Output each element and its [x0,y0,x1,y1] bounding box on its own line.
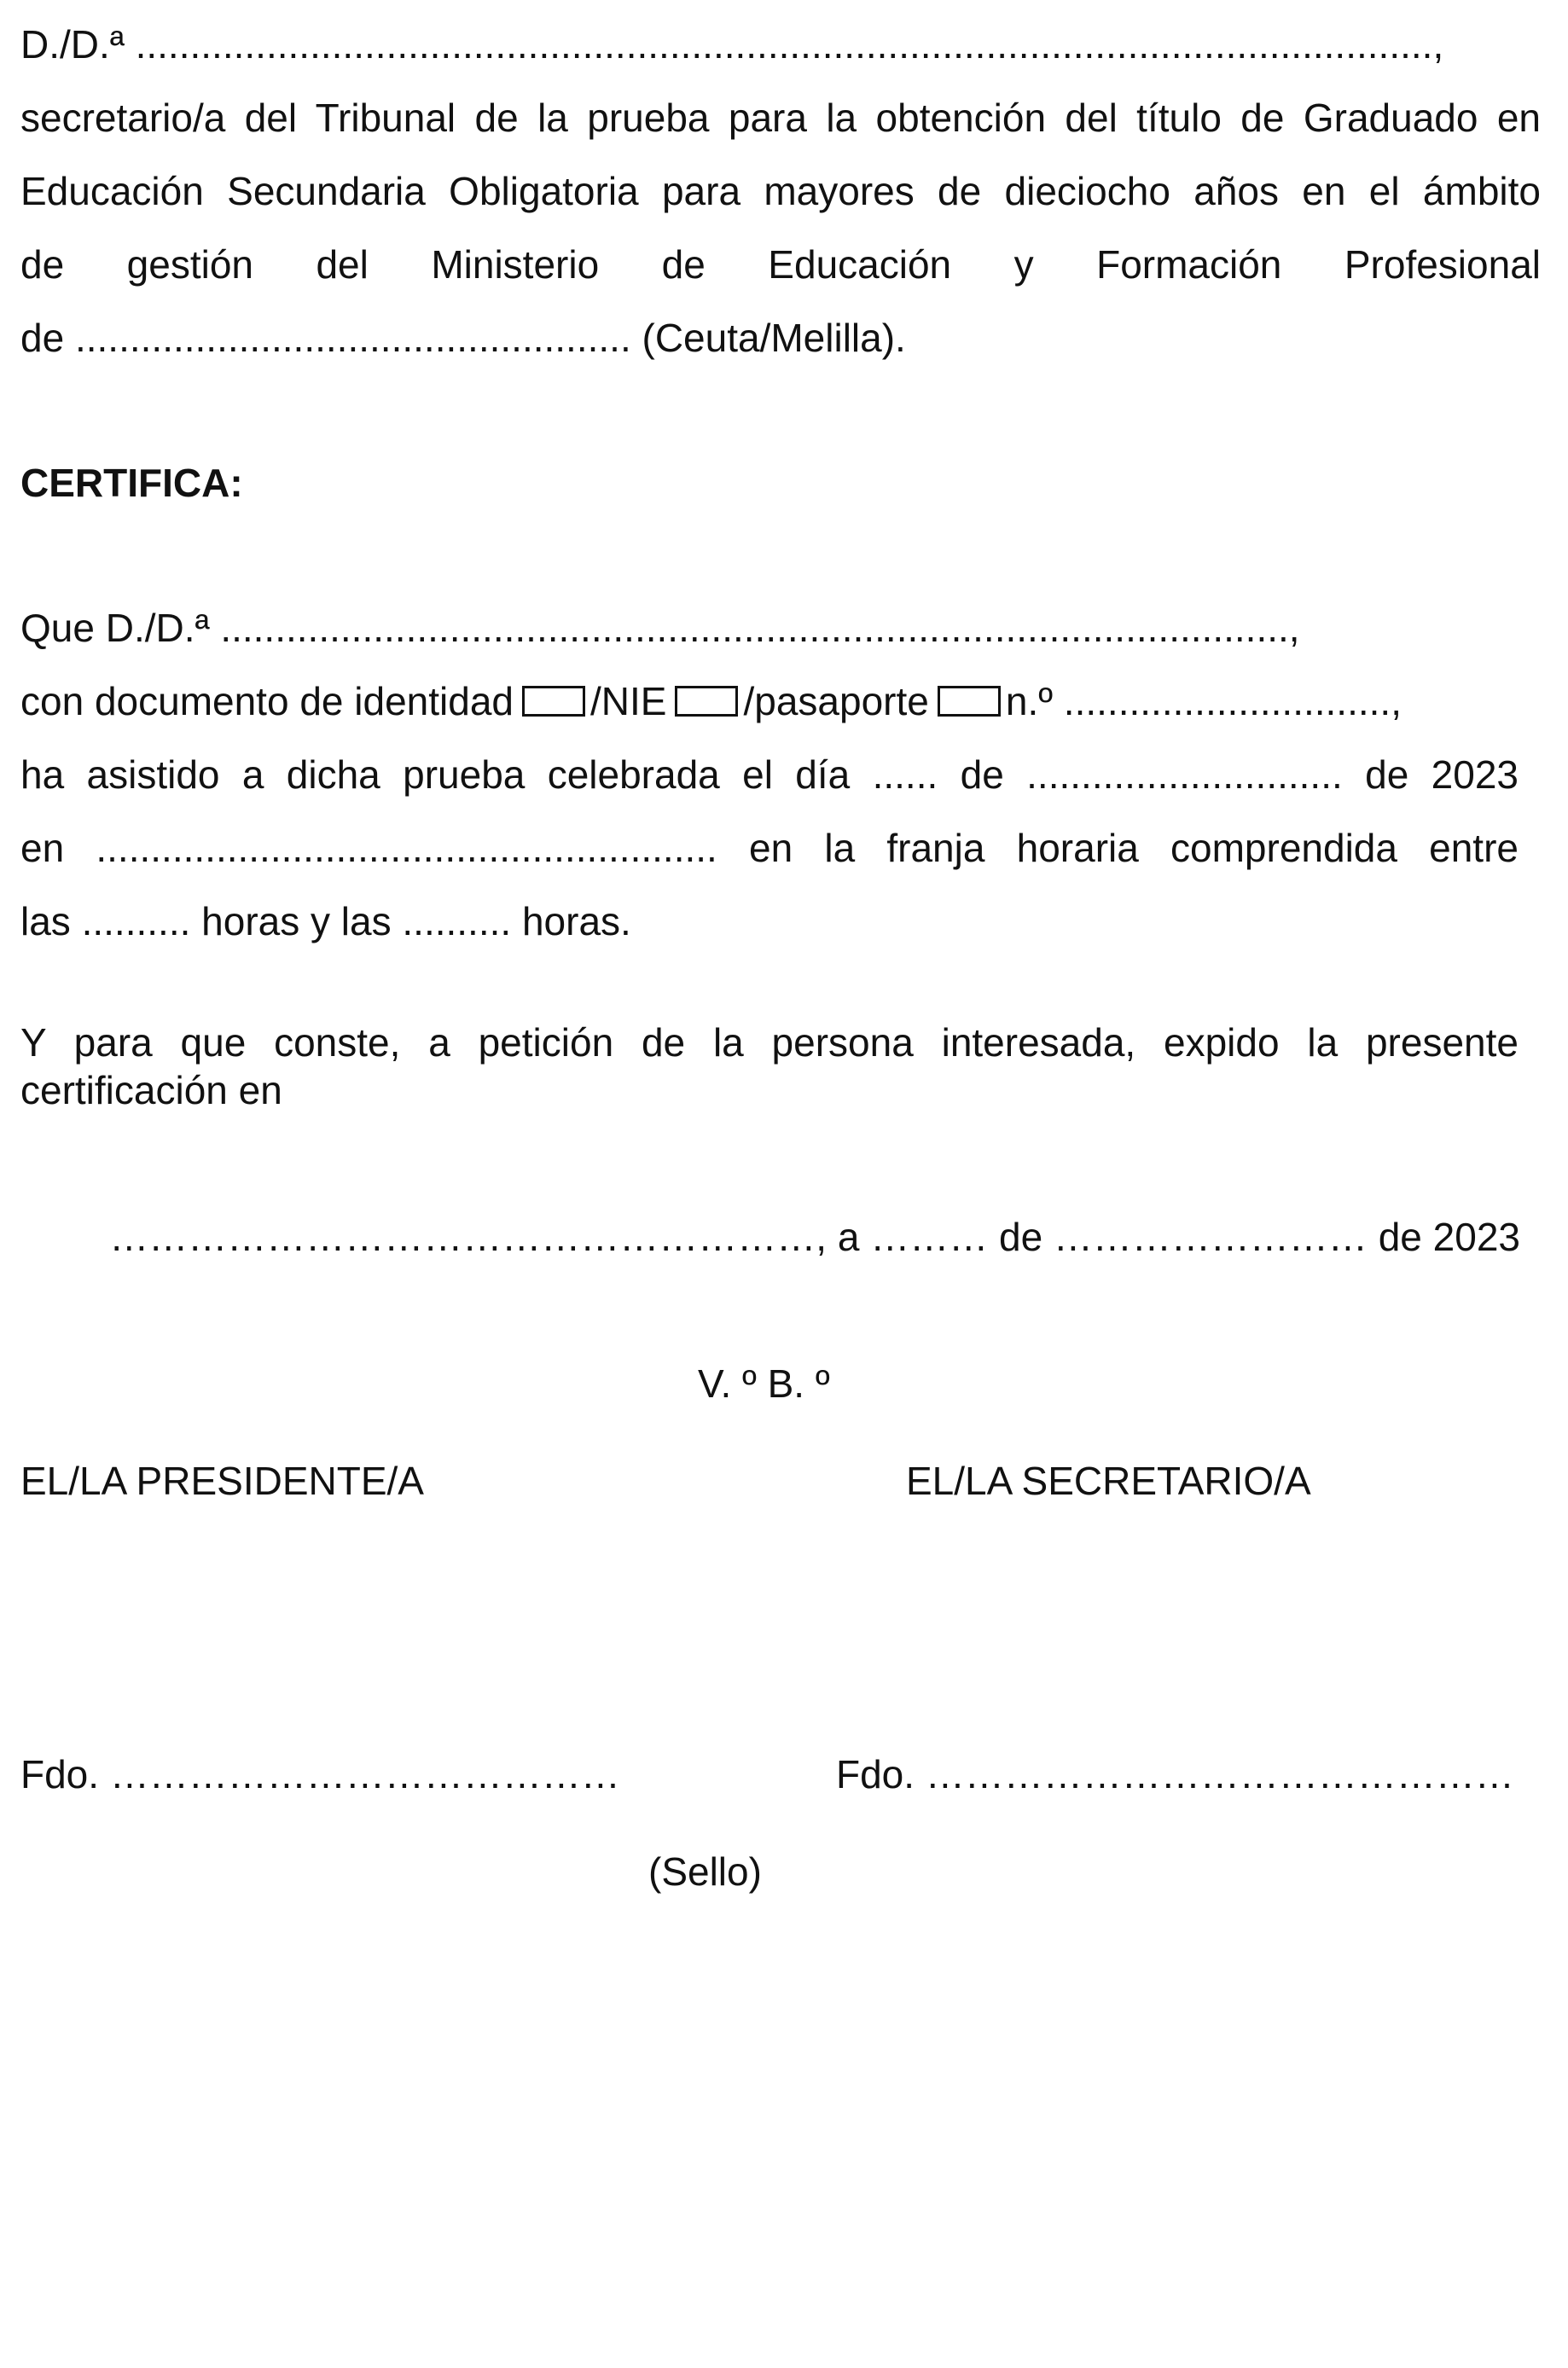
certifica-heading: CERTIFICA: [20,461,243,505]
secretary-title: EL/LA SECRETARIO/A [906,1459,1311,1503]
intro-line-2: secretario/a del Tribunal de la prueba para la obtención del título de Graduado en [20,96,1541,140]
body-line-5: las .......... horas y las .......... horas. [20,899,631,943]
dni-checkbox[interactable] [522,686,585,717]
intro-line-4: de gestión del Ministerio de Educación y Formación Profesional [20,242,1541,287]
closing-line-1: Y para que conste, a petición de la persona interesada, expido la presente [20,1020,1519,1065]
passport-label: /pasaporte [743,679,929,723]
document-number-label: n.º .............................., [1005,679,1402,723]
nie-checkbox[interactable] [675,686,738,717]
intro-line-3: Educación Secundaria Obligatoria para mayores de dieciocho años en el ámbito [20,169,1541,213]
body-line-3: ha asistido a dicha prueba celebrada el día ...... de ............................. de 2023 [20,752,1519,797]
seal-placeholder: (Sello) [648,1849,762,1894]
body-line-1: Que D./D.ª .................................................................................................., [20,606,1300,650]
nie-label: /NIE [590,679,667,723]
date-line: ………………………………………………, a ……… de …………………… de 2023 [109,1215,1520,1259]
visto-bueno: V. º B. º [698,1361,830,1406]
intro-line-5: de ................................................... (Ceuta/Melilla). [20,316,906,360]
closing-line-2: certificación en [20,1068,282,1112]
intro-line-1: D./D.ª ......................................................................................................................., [20,22,1444,67]
secretary-signature-line: Fdo. ……………………………………… [836,1752,1514,1796]
president-signature-line: Fdo. ………………………………… [20,1752,620,1796]
president-title: EL/LA PRESIDENTE/A [20,1459,424,1503]
passport-checkbox[interactable] [938,686,1001,717]
body-line-4: en ......................................................... en la franja horaria comprendida entre [20,826,1519,870]
id-document-label: con documento de identidad [20,679,514,723]
body-line-2 [20,677,1402,725]
